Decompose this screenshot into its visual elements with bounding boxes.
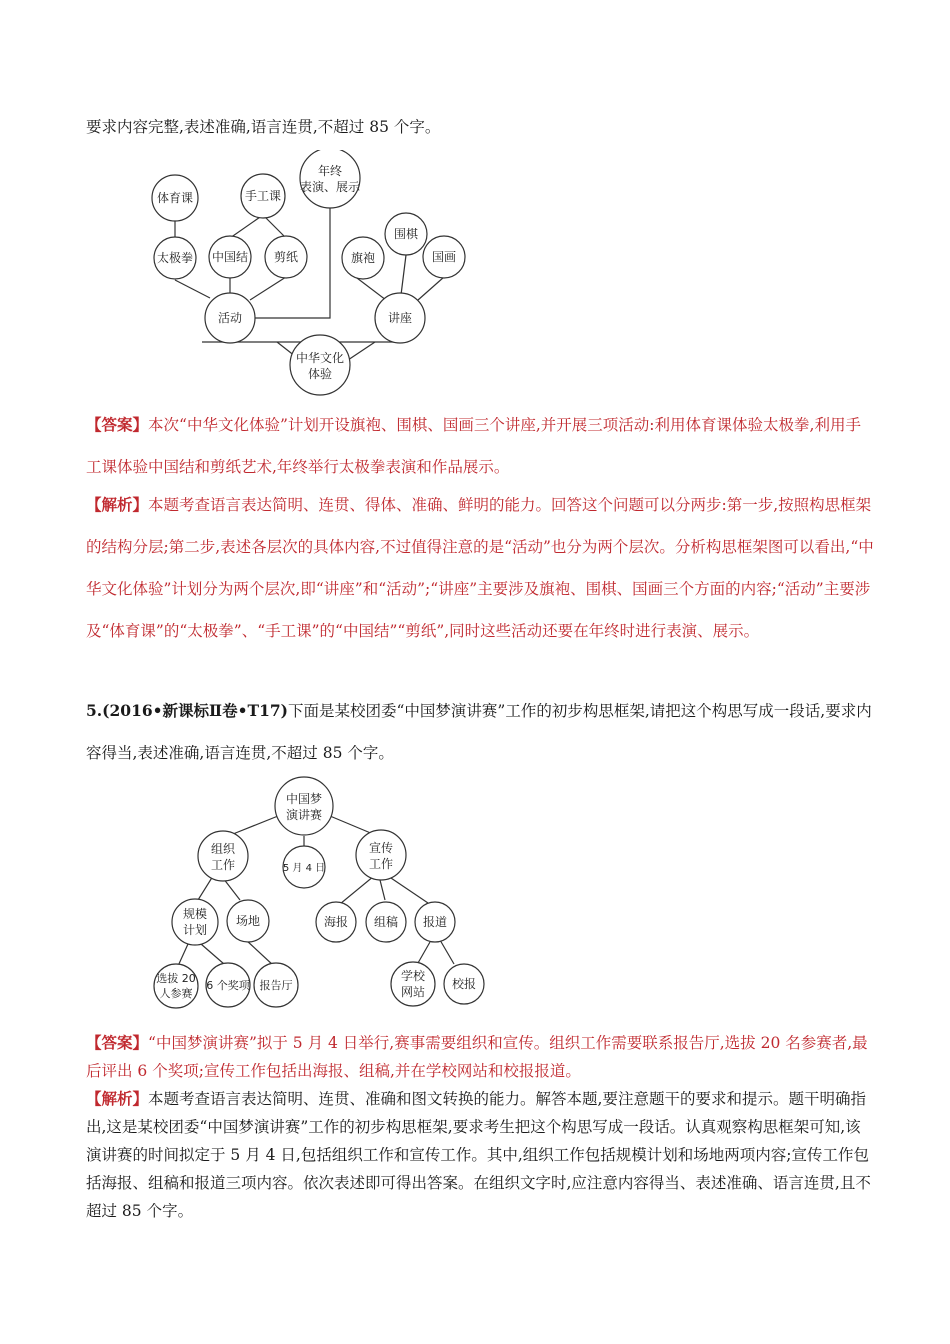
node-label: 中国梦 xyxy=(285,792,323,806)
analysis-2 xyxy=(86,1085,876,1225)
node-label: 规模 xyxy=(182,907,208,921)
answer-text: 本次“中华文化体验”计划开设旗袍、围棋、国画三个讲座,并开展三项活动:利用体育课体验太极拳,利用手工课体验中国结和剪纸艺术,年终举行太极拳表演和作品展示。 xyxy=(86,416,861,476)
diagram1-node-weiqi xyxy=(385,213,427,255)
node-label: 工作 xyxy=(368,857,394,871)
node-label: 工作 xyxy=(210,858,236,872)
analysis-text: 本题考查语言表达简明、连贯、得体、准确、鲜明的能力。回答这个问题可以分两步:第一步,按照构思框架的结构分层;第二步,表述各层次的具体内容,不过值得注意的是“活动”也分为两个层次。分析构思框架图可以看出,“中华文化体验”计划分为两个层次,即“讲座”和“活动”;“讲座”主要涉及旗袍、围棋、国画三个方面的内容;“活动”主要涉及“体育课”的“太极拳”、“手工课”的“中国结”“剪纸”,同时这些活动还要在年终时进行表演、展示。 xyxy=(86,496,874,640)
diagram1-node-huodong xyxy=(205,293,255,343)
diagram2-node-zuzhi xyxy=(198,831,248,881)
question-text: 下面是某校团委“中国梦演讲赛”工作的初步构思框架,请把这个构思写成一段话,要求内容得当,表述准确,语言连贯,不超过 85 个字。 xyxy=(86,702,872,762)
diagram2-node-changdi xyxy=(227,900,269,942)
diagram1-node-tiyu xyxy=(152,175,198,221)
diagram2-node-xuexiao xyxy=(391,962,435,1006)
node-label: 太极拳 xyxy=(156,251,194,265)
diagram1-node-guohua xyxy=(423,236,465,278)
node-label: 网站 xyxy=(400,985,426,999)
node-label: 学校 xyxy=(400,969,426,983)
diagram2-node-baodao xyxy=(415,902,455,942)
node-label: 年终 xyxy=(317,164,343,178)
diagram1-node-zhongguojie xyxy=(209,236,251,278)
answer-text: “中国梦演讲赛”拟于 5 月 4 日举行,赛事需要组织和宣传。组织工作需要联系报告厅,选拔 20 名参赛者,最后评出 6 个奖项;宣传工作包括出海报、组稿,并在学校网站和校报报道。 xyxy=(86,1034,868,1080)
diagram2-node-haibao xyxy=(316,902,356,942)
node-label: 组织 xyxy=(210,842,236,856)
diagram2-node-baogaoting xyxy=(254,963,298,1007)
node-label: 海报 xyxy=(323,915,349,929)
diagram2-node-guimo xyxy=(172,899,218,945)
node-label: 人参赛 xyxy=(159,987,193,1000)
diagram-chinese-culture xyxy=(150,150,490,400)
node-label: 场地 xyxy=(235,914,261,928)
node-label: 宣传 xyxy=(368,841,394,855)
node-label: 讲座 xyxy=(387,311,413,325)
node-label: 6 个奖项 xyxy=(206,979,250,992)
node-label: 手工课 xyxy=(244,189,282,203)
intro-line: 要求内容完整,表述准确,语言连贯,不超过 85 个字。 xyxy=(86,118,441,136)
analysis-tag: 【解析】 xyxy=(86,495,149,514)
node-label: 体验 xyxy=(307,367,333,381)
node-label: 围棋 xyxy=(393,227,419,241)
node-label: 组稿 xyxy=(373,915,399,929)
node-label: 体育课 xyxy=(156,191,194,205)
answer-2 xyxy=(86,1029,876,1085)
node-label: 演讲赛 xyxy=(285,808,323,822)
diagram1-node-root xyxy=(290,335,350,395)
diagram1-node-qipao xyxy=(342,237,384,279)
question-5 xyxy=(86,690,876,774)
node-label: 报告厅 xyxy=(259,979,293,992)
node-label: 旗袍 xyxy=(350,251,376,265)
answer-tag: 【答案】 xyxy=(86,415,149,434)
diagram1-node-jiangzuo xyxy=(375,293,425,343)
answer-1 xyxy=(86,404,876,488)
diagram2-node-date xyxy=(283,846,325,888)
diagram2-node-zugao xyxy=(366,902,406,942)
node-label: 5 月 4 日 xyxy=(282,863,326,874)
node-label: 中国结 xyxy=(211,250,249,264)
diagram2-node-xuanchuan xyxy=(356,830,406,880)
node-label: 计划 xyxy=(182,923,208,937)
node-label: 校报 xyxy=(451,977,477,991)
node-label: 报道 xyxy=(422,915,448,929)
node-label: 国画 xyxy=(431,250,457,264)
answer-tag: 【答案】 xyxy=(86,1033,149,1052)
question-label: 5.(2016•新课标Ⅱ卷•T17) xyxy=(86,701,288,720)
node-label: 活动 xyxy=(217,311,243,325)
analysis-tag: 【解析】 xyxy=(86,1089,149,1108)
node-label: 选拔 20 xyxy=(156,972,196,985)
diagram1-node-jianzhi xyxy=(265,236,307,278)
diagram1-node-shougong xyxy=(241,174,285,218)
diagram2-node-jiangxiang xyxy=(206,963,251,1007)
node-label: 剪纸 xyxy=(273,250,299,264)
node-label: 表演、展示 xyxy=(299,180,361,194)
diagram1-node-taiji xyxy=(154,237,196,279)
analysis-1 xyxy=(86,484,876,652)
diagram2-node-xuanba xyxy=(154,964,198,1008)
diagram2-node-xiaobao xyxy=(444,964,484,1004)
node-label: 中华文化 xyxy=(295,351,345,365)
diagram2-node-root xyxy=(275,777,333,835)
diagram1-node-nianzhong xyxy=(300,150,361,208)
diagram-china-dream-speech xyxy=(148,776,493,1016)
analysis-text: 本题考查语言表达简明、连贯、准确和图文转换的能力。解答本题,要注意题干的要求和提示。题干明确指出,这是某校团委“中国梦演讲赛”工作的初步构思框架,要求考生把这个构思写成一段话。认真观察构思框架可知,该演讲赛的时间拟定于 5 月 4 日,包括组织工作和宣传工作。其中,组织工作包括规模计划和场地两项内容;宣传工作包括海报、组稿和报道三项内容。依次表述即可得出答案。在组织文字时,应注意内容得当、表述准确、语言连贯,且不超过 85 个字。 xyxy=(86,1090,871,1220)
